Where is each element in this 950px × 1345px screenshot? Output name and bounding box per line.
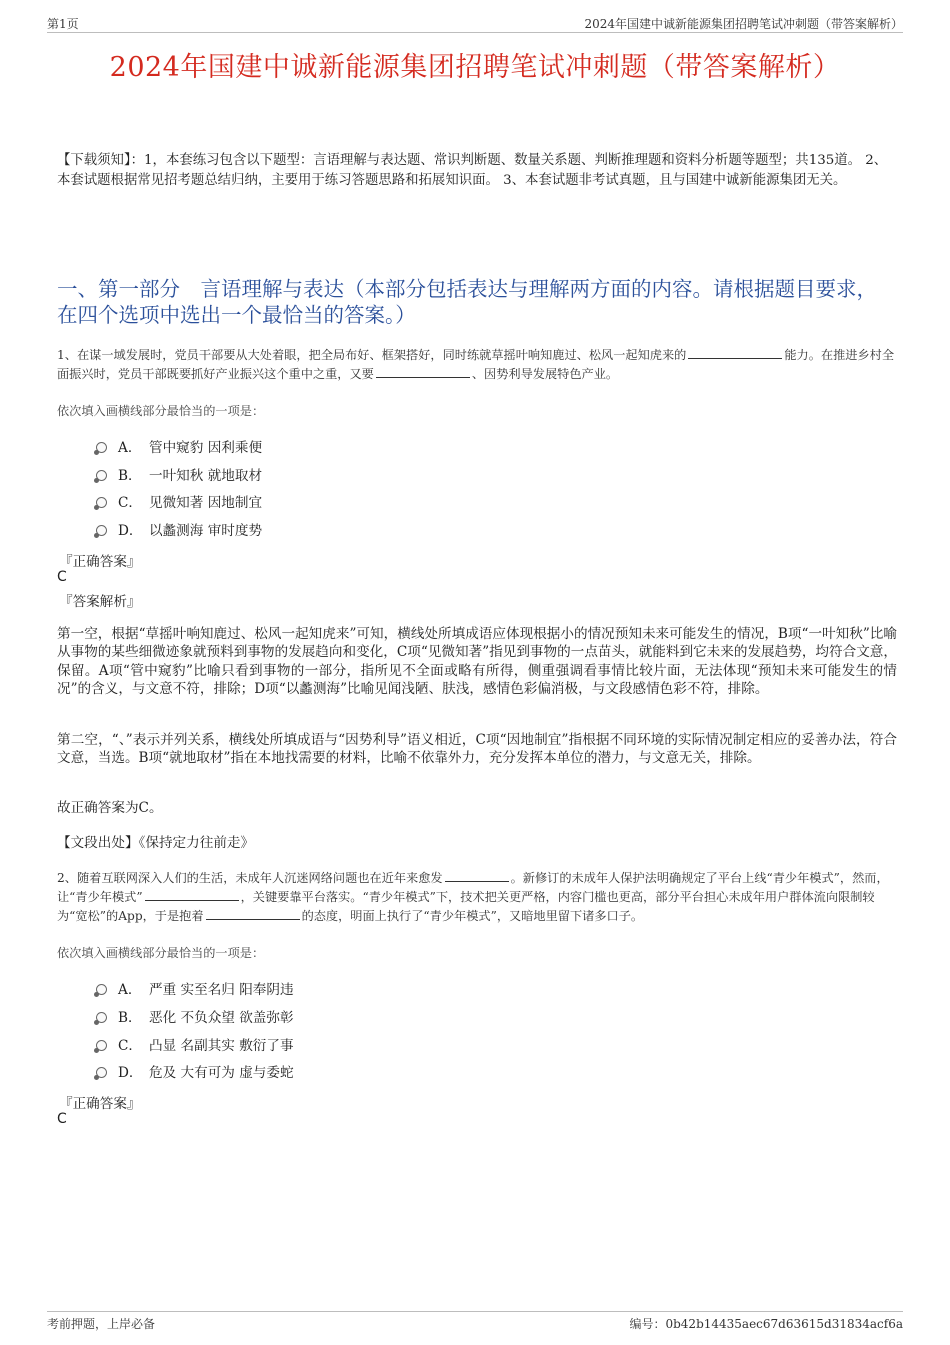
option-letter: C． [118, 495, 142, 511]
fill-blank [445, 869, 509, 882]
radio-icon[interactable] [96, 1067, 107, 1078]
q1-analysis-paragraph-2: 第二空，“、”表示并列关系，横线处所填成语与“因势利导”语义相近，C项“因地制宜”指根据不同环境的实际情况制定相应的妥善办法，符合文意，当选。B项“就地取材”指在本地找需要的材料，比喻不依靠外力，充分发挥本单位的潜力，与文意无关，排除。 [57, 732, 897, 767]
download-notice: 【下载须知】：1，本套练习包含以下题型：言语理解与表达题、常识判断题、数量关系题、判断推理题和资料分析题等题型；共135道。 2、本套试题根据常见招考题总结归纳，主要用于练习答题思路和拓展知识面。 3、本套试题非考试真题，且与国建中诚新能源集团无关。 [57, 153, 888, 188]
q2-prompt: 依次填入画横线部分最恰当的一项是： [57, 946, 265, 960]
fill-blank [206, 907, 300, 920]
q2-answer-label: 『正确答案』 [59, 1096, 141, 1112]
q2-stem-part-a: 2、随着互联网深入人们的生活，未成年人沉迷网络问题也在近年来愈发 [57, 871, 443, 885]
option-text: 管中窥豹 因利乘便 [149, 440, 263, 456]
option-letter: D． [118, 1065, 143, 1081]
option-text: 恶化 不负众望 欲盖弥彰 [149, 1010, 294, 1026]
radio-icon[interactable] [96, 442, 107, 453]
option-text: 严重 实至名归 阳奉阴违 [149, 982, 294, 998]
option-text: 以蠡测海 审时度势 [149, 523, 263, 539]
radio-icon[interactable] [96, 497, 107, 508]
radio-icon[interactable] [96, 525, 107, 536]
option-text: 一叶知秋 就地取材 [149, 468, 263, 484]
option-text: 见微知著 因地制宜 [149, 495, 263, 511]
option-letter: A． [118, 982, 142, 998]
q1-stem-part-a: 1、在谋一域发展时，党员干部要从大处着眼，把全局布好、框架搭好，同时练就草摇叶响知鹿过、松风一起知虎来的 [57, 348, 687, 362]
option-letter: A． [118, 440, 142, 456]
q1-analysis-label: 『答案解析』 [59, 594, 141, 610]
header-doc-title: 2024年国建中诚新能源集团招聘笔试冲刺题（带答案解析） [584, 17, 903, 31]
q1-answer-label: 『正确答案』 [59, 554, 141, 570]
option-letter: D． [118, 523, 143, 539]
q1-analysis-conclusion: 故正确答案为C。 [57, 800, 163, 816]
page-number: 第1页 [47, 17, 79, 31]
q1-answer: C [57, 569, 67, 585]
q2-stem-part-d: 的态度，明面上执行了“青少年模式”，又暗地里留下诸多口子。 [301, 909, 644, 923]
fill-blank [688, 346, 782, 359]
page-footer [47, 1311, 903, 1332]
option-text: 危及 大有可为 虚与委蛇 [149, 1065, 294, 1081]
radio-icon[interactable] [96, 1040, 107, 1051]
q1-source: 【文段出处】《保持定力往前走》 [57, 835, 255, 851]
radio-icon[interactable] [96, 470, 107, 481]
footer-slogan: 考前押题，上岸必备 [47, 1317, 156, 1331]
q1-prompt: 依次填入画横线部分最恰当的一项是： [57, 404, 265, 418]
q2-stem-part-c: ，关键要靠平台落实。“青少年模式”下，技术把关更严格，内容门槛也更高，部分平台担心未成年用户群体流向限制较为“宽松”的App，于是抱着 [57, 890, 875, 923]
question-2-stem [57, 869, 897, 926]
q1-analysis-paragraph-1: 第一空，根据“草摇叶响知鹿过、松风一起知虎来”可知，横线处所填成语应体现根据小的情况预知未来可能发生的情况，B项“一叶知秋”比喻从事物的某些细微迹象就预料到事物的发展趋向和变化，C项“见微知著”指见到事物的一点苗头，就能料到它未来的发展趋势，均符合文意，保留。A项“管中窥豹”比喻只看到事物的一部分，指所见不全面或略有所得，侧重强调看事情比较片面，无法体现“预知未来可能发生的情况”的含义，与文意不符，排除；D项“以蠡测海”比喻见闻浅陋、肤浅，感情色彩偏消极，与文段感情色彩不符，排除。 [57, 626, 897, 697]
q2-stem-part-b: 。新修订的未成年人保护法明确规定了平台上线“青少年模式”，然而，让“青少年模式” [57, 871, 889, 904]
section-heading: 一、第一部分 言语理解与表达（本部分包括表达与理解两方面的内容。请根据题目要求，在四个选项中选出一个最恰当的答案。） [57, 277, 877, 327]
q1-stem-part-b: 能力。在推进乡村全面振兴时，党员干部既要抓好产业振兴这个重中之重，又要 [57, 348, 895, 381]
radio-icon[interactable] [96, 1012, 107, 1023]
page-header [47, 14, 903, 33]
option-text: 凸显 名副其实 敷衍了事 [149, 1038, 294, 1054]
fill-blank [145, 888, 239, 901]
option-letter: B． [118, 1010, 142, 1026]
question-1-stem [57, 346, 897, 384]
q1-stem-part-c: 、因势利导发展特色产业。 [471, 367, 619, 381]
footer-code: 编号：0b42b14435aec67d63615d31834acf6a [629, 1317, 903, 1331]
q2-answer: C [57, 1111, 67, 1127]
fill-blank [376, 365, 470, 378]
option-letter: B． [118, 468, 142, 484]
document-title: 2024年国建中诚新能源集团招聘笔试冲刺题（带答案解析） [109, 52, 841, 83]
option-letter: C． [118, 1038, 142, 1054]
radio-icon[interactable] [96, 984, 107, 995]
